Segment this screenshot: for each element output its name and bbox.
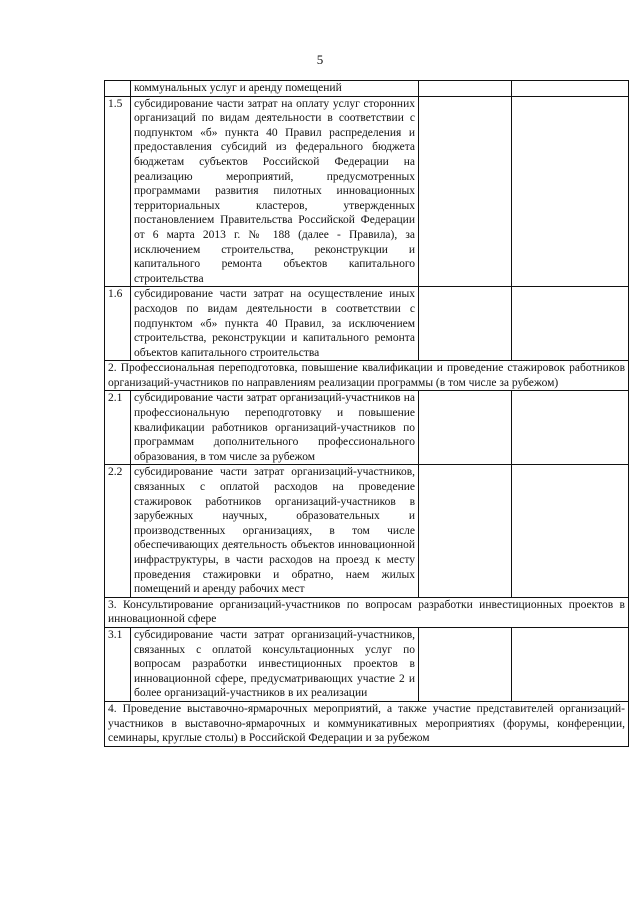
empty-cell <box>419 81 512 97</box>
empty-cell <box>419 465 512 597</box>
empty-cell <box>512 391 629 465</box>
table-row <box>105 391 629 465</box>
row-number: 2.2 <box>105 465 131 597</box>
section-heading: 2. Профессиональная переподготовка, повышение квалификации и проведение стажировок работников организаций-участников по направлениям реализации программы (в том числе за рубежом) <box>105 361 629 391</box>
row-description: субсидирование части затрат организаций-участников на профессиональную переподготовку и повышение квалификации работников организаций-участников по программам дополнительного профессионального образования, в том числе за рубежом <box>131 391 419 465</box>
empty-cell <box>419 627 512 701</box>
row-description: субсидирование части затрат на осуществление иных расходов по видам деятельности в соответствии с подпунктом «б» пункта 40 Правил, за исключением строительства, реконструкции и капитального ремонта объектов капитального строительства <box>131 287 419 361</box>
row-description: субсидирование части затрат организаций-участников, связанных с оплатой расходов на проведение стажировок работников организаций-участников в зарубежных научных, образовательных и производственных организациях, в том числе обеспечивающих деятельность объектов инновационной инфраструктуры, в части расходов на проезд к месту проведения стажировки и обратно, наем жилых помещений и аренду рабочих мест <box>131 465 419 597</box>
empty-cell <box>512 96 629 287</box>
section-heading: 3. Консультирование организаций-участников по вопросам разработки инвестиционных проектов в инновационной сфере <box>105 597 629 627</box>
table-row <box>105 81 629 97</box>
page-number: 5 <box>316 52 324 67</box>
section-row <box>105 597 629 627</box>
row-number: 2.1 <box>105 391 131 465</box>
section-heading: 4. Проведение выставочно-ярмарочных мероприятий, а также участие представителей организаций-участников в выставочно-ярмарочных и коммуникативных мероприятиях (форумы, конференции, семинары, круглые столы) в Российской Федерации и за рубежом <box>105 701 629 746</box>
row-number: 1.6 <box>105 287 131 361</box>
empty-cell <box>512 627 629 701</box>
empty-cell <box>512 465 629 597</box>
empty-cell <box>419 287 512 361</box>
row-description: субсидирование части затрат на оплату услуг сторонних организаций по видам деятельности в соответствии с подпунктом «б» пункта 40 Правил распределения и предоставления субсидий из федерального бюджета бюджетам субъектов Российской Федерации на реализацию мероприятий, предусмотренных программами развития пилотных инновационных территориальных кластеров, утвержденных постановлением Правительства Российской Федерации от 6 марта 2013 г. № 188 (далее - Правила), за исключением строительства, реконструкции и капитального ремонта объектов капитального строительства <box>131 96 419 287</box>
table-row <box>105 96 629 287</box>
table-row <box>105 465 629 597</box>
section-row <box>105 701 629 746</box>
empty-cell <box>512 287 629 361</box>
empty-cell <box>419 96 512 287</box>
document-table <box>104 80 629 747</box>
row-description: коммунальных услуг и аренду помещений <box>131 81 419 97</box>
table-row <box>105 287 629 361</box>
row-number <box>105 81 131 97</box>
row-description: субсидирование части затрат организаций-участников, связанных с оплатой консультационных услуг по вопросам разработки инвестиционных проектов в инновационной сфере, предусматривающих участие 2 и более организаций-участников в их реализации <box>131 627 419 701</box>
empty-cell <box>419 391 512 465</box>
section-row <box>105 361 629 391</box>
row-number: 1.5 <box>105 96 131 287</box>
table-row <box>105 627 629 701</box>
row-number: 3.1 <box>105 627 131 701</box>
empty-cell <box>512 81 629 97</box>
